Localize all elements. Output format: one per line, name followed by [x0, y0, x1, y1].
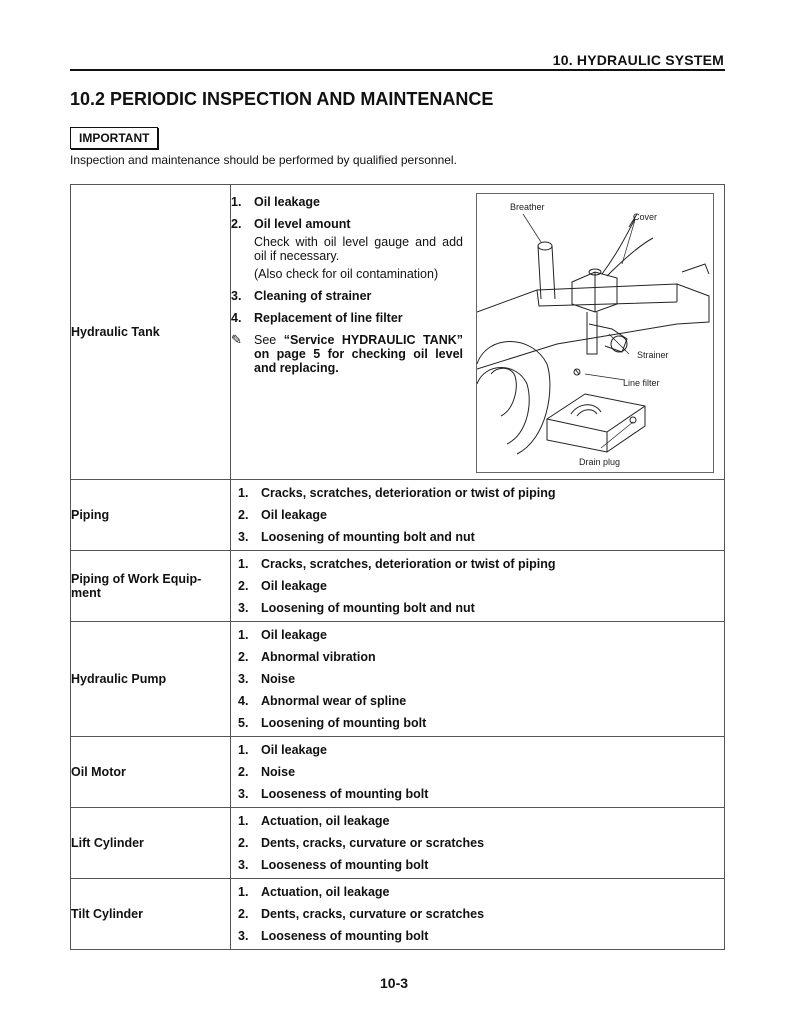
- row-category: Lift Cylinder: [71, 808, 231, 879]
- list-item: 3. Looseness of mounting bolt: [238, 858, 429, 872]
- line-filter-label: Line filter: [623, 378, 660, 388]
- row-items: [231, 808, 725, 879]
- row-category: Piping: [71, 480, 231, 551]
- row-items: [231, 737, 725, 808]
- list-item: 2. Dents, cracks, curvature or scratches: [238, 907, 485, 921]
- table-row: [71, 622, 725, 737]
- important-label: IMPORTANT: [70, 127, 158, 149]
- list-item: 3. Looseness of mounting bolt: [238, 787, 429, 801]
- list-item: 1. Oil leakage: [238, 743, 328, 757]
- page-number: 10-3: [380, 975, 409, 991]
- service-reference-link: “Service HYDRAULIC TANK” on page 5 for checking oil level and replacing.: [254, 333, 463, 375]
- list-item: 3. Loosening of mounting bolt and nut: [238, 530, 475, 544]
- list-item: 3. Cleaning of strainer: [231, 289, 372, 303]
- row-items: [231, 551, 725, 622]
- see-reference: ✎ See “Service HYDRAULIC TANK” on page 5 for checking oil level and replacing.: [231, 332, 463, 375]
- list-item: 3. Looseness of mounting bolt: [238, 929, 429, 943]
- table-row: [71, 551, 725, 622]
- row-category: Hydraulic Tank: [71, 185, 231, 480]
- tank-illustration: [477, 194, 713, 472]
- list-item: 2. Oil leakage: [238, 508, 328, 522]
- table-row: [71, 480, 725, 551]
- list-item: 1. Oil leakage: [231, 195, 321, 209]
- list-item: 1. Cracks, scratches, deterioration or twist of piping: [238, 557, 556, 571]
- breather-label: Breather: [510, 202, 545, 212]
- header-rule: [70, 69, 725, 71]
- header-section-title: 10. HYDRAULIC SYSTEM: [552, 52, 724, 68]
- drain-plug-label: Drain plug: [579, 457, 621, 467]
- row-category: Oil Motor: [71, 737, 231, 808]
- tank-item-list: [231, 191, 467, 375]
- list-item: 2. Dents, cracks, curvature or scratches: [238, 836, 485, 850]
- list-item: 4. Replacement of line filter: [231, 311, 403, 325]
- hydraulic-tank-diagram: [476, 193, 714, 473]
- list-item: 1. Actuation, oil leakage: [238, 814, 390, 828]
- list-item: 2. Noise: [238, 765, 296, 779]
- strainer-label: Strainer: [637, 350, 669, 360]
- list-item: 2. Abnormal vibration: [238, 650, 376, 664]
- item-note: (Also check for oil contamination): [254, 267, 439, 281]
- row-items: [231, 185, 725, 480]
- important-note: Inspection and maintenance should be performed by qualified personnel.: [70, 153, 457, 167]
- row-items: [231, 879, 725, 950]
- list-item: 1. Actuation, oil leakage: [238, 885, 390, 899]
- list-item: 3. Loosening of mounting bolt and nut: [238, 601, 475, 615]
- cover-label: Cover: [633, 212, 658, 222]
- list-item: 1. Oil leakage: [238, 628, 328, 642]
- list-item: 2. Oil level amount: [231, 217, 351, 231]
- page-title: 10.2 PERIODIC INSPECTION AND MAINTENANCE: [70, 89, 494, 109]
- list-item: 4. Abnormal wear of spline: [238, 694, 407, 708]
- table-row: [71, 808, 725, 879]
- list-item: 3. Noise: [238, 672, 296, 686]
- row-category: Piping of Work Equip-ment: [71, 551, 231, 622]
- table-row-hydraulic-tank: [71, 185, 725, 480]
- table-row: [71, 879, 725, 950]
- table-row: [71, 737, 725, 808]
- list-item: 5. Loosening of mounting bolt: [238, 716, 427, 730]
- item-note: Check with oil level gauge and add oil if necessary.: [254, 235, 463, 263]
- inspection-table: [70, 184, 725, 950]
- row-items: [231, 480, 725, 551]
- list-item: 2. Oil leakage: [238, 579, 328, 593]
- row-category: Tilt Cylinder: [71, 879, 231, 950]
- row-category: Hydraulic Pump: [71, 622, 231, 737]
- pencil-note-icon: ✎: [231, 332, 242, 347]
- row-items: [231, 622, 725, 737]
- list-item: 1. Cracks, scratches, deterioration or twist of piping: [238, 486, 556, 500]
